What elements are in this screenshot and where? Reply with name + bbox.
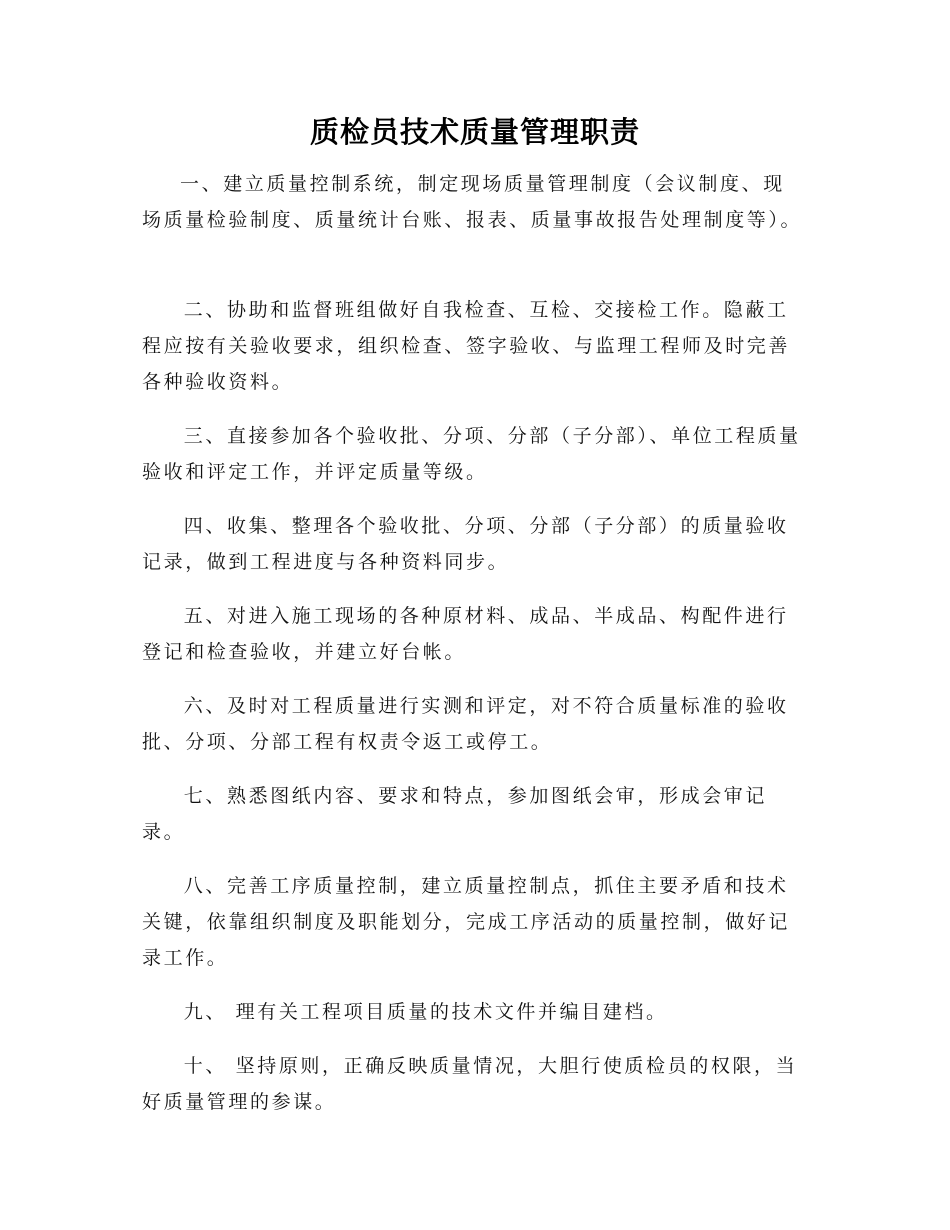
paragraph-3: 三、直接参加各个验收批、分项、分部（子分部）、单位工程质量验收和评定工作，并评定质量等级。 bbox=[142, 425, 801, 483]
paragraph-1: 一、建立质量控制系统，制定现场质量管理制度（会议制度、现场质量检验制度、质量统计台账、报表、质量事故报告处理制度等）。 bbox=[142, 173, 803, 231]
paragraph-8: 八、完善工序质量控制，建立质量控制点，抓住主要矛盾和技术关键，依靠组织制度及职能划分，完成工序活动的质量控制，做好记录工作。 bbox=[142, 875, 791, 969]
paragraph-7: 七、熟悉图纸内容、要求和特点，参加图纸会审，形成会审记录。 bbox=[142, 785, 767, 843]
paragraph-6: 六、及时对工程质量进行实测和评定，对不符合质量标准的验收批、分项、分部工程有权责令返工或停工。 bbox=[142, 695, 789, 753]
paragraph-9: 九、 理有关工程项目质量的技术文件并编目建档。 bbox=[183, 1001, 668, 1023]
paragraph-2: 二、协助和监督班组做好自我检查、互检、交接检工作。隐蔽工程应按有关验收要求，组织检查、签字验收、与监理工程师及时完善各种验收资料。 bbox=[142, 299, 791, 393]
paragraph-5: 五、对进入施工现场的各种原材料、成品、半成品、构配件进行登记和检查验收，并建立好台帐。 bbox=[142, 605, 789, 663]
paragraph-10: 十、 坚持原则，正确反映质量情况，大胆行使质检员的权限，当好质量管理的参谋。 bbox=[142, 1055, 798, 1113]
document-title: 质检员技术质量管理职责 bbox=[309, 115, 640, 149]
paragraph-4: 四、收集、整理各个验收批、分项、分部（子分部）的质量验收记录，做到工程进度与各种资料同步。 bbox=[142, 515, 789, 573]
